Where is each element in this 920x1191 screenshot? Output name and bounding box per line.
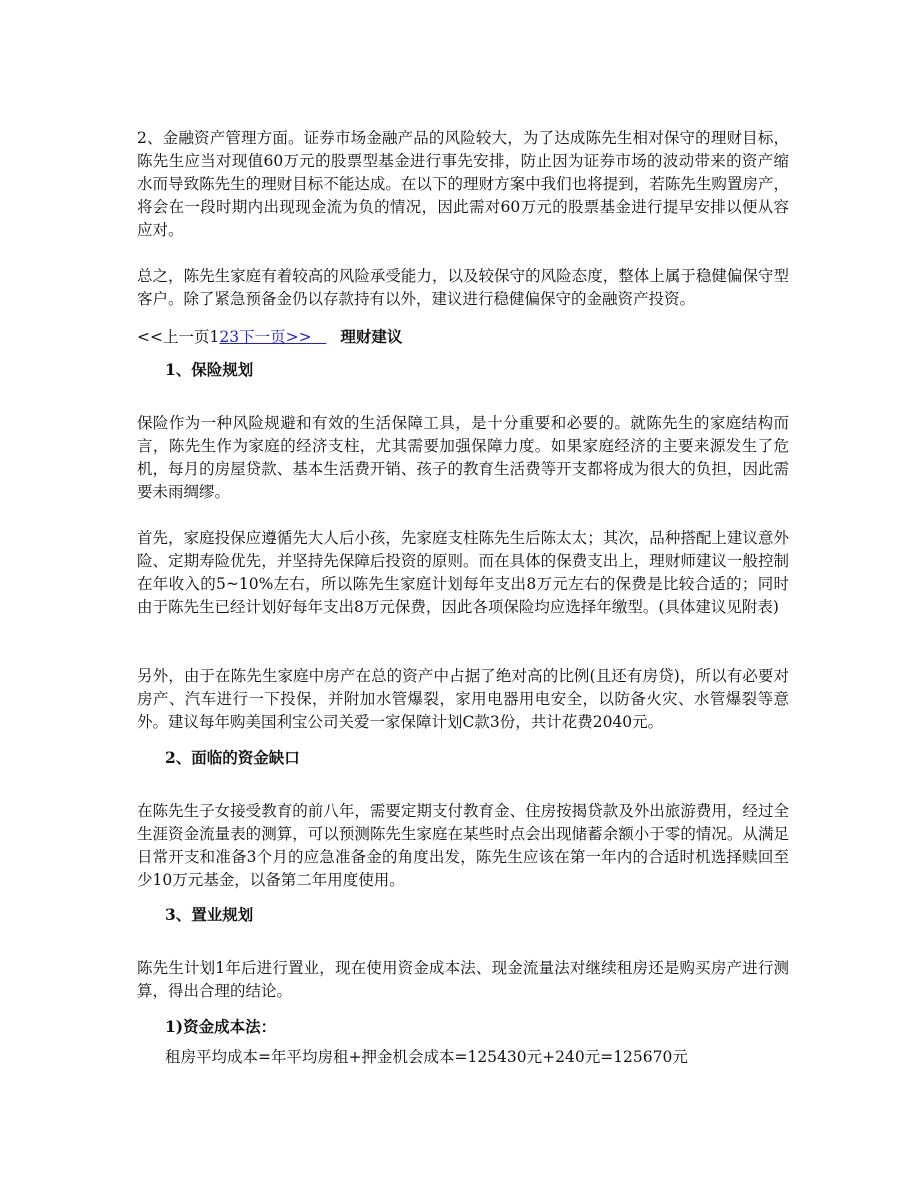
pagination-bar	[137, 325, 402, 349]
pager-page-2-link[interactable]: 2	[219, 328, 230, 346]
paragraph-funding-gap: 在陈先生子女接受教育的前八年，需要定期支付教育金、住房按揭贷款及外出旅游费用，经过全生涯资金流量表的测算，可以预测陈先生家庭在某些时点会出现储蓄余额小于零的情况。从满足日常开支和准备3个月的应急准备金的角度出发，陈先生应该在第一年内的合适时机选择赎回至少10万元基金，以备第二年用度使用。	[137, 802, 789, 889]
formula-rent-cost: 租房平均成本=年平均房租+押金机会成本=125430元+240元=125670元	[165, 1048, 688, 1066]
heading-insurance-planning: 1、保险规划	[165, 360, 254, 379]
heading-property-planning: 3、置业规划	[165, 905, 254, 924]
paragraph-insurance-principles: 首先，家庭投保应遵循先大人后小孩，先家庭支柱陈先生后陈太太；其次，品种搭配上建议意外险、定期寿险优先，并坚持先保障后投资的原则。而在具体的保费支出上，理财师建议一般控制在年收入的5~10%左右，所以陈先生家庭计划每年支出8万元左右的保费是比较合适的；同时由于陈先生已经计划好每年支出8万元保费，因此各项保险均应选择年缴型。(具体建议见附表)	[137, 529, 789, 616]
pager-prev: <<上一页	[137, 328, 210, 346]
subheading-capital-cost-method: 1)资金成本法：	[165, 1017, 277, 1036]
heading-funding-gap: 2、面临的资金缺口	[165, 748, 300, 767]
paragraph-summary: 总之，陈先生家庭有着较高的风险承受能力，以及较保守的风险态度，整体上属于稳健偏保守型客户。除了紧急预备金仍以存款持有以外，建议进行稳健偏保守的金融资产投资。	[137, 267, 789, 308]
paragraph-property-insurance: 另外，由于在陈先生家庭中房产在总的资产中占据了绝对高的比例(且还有房贷)，所以有必要对房产、汽车进行一下投保，并附加水管爆裂，家用电器用电安全，以防备火灾、水管爆裂等意外。建议每年购美国利宝公司关爱一家保障计划C款3份，共计花费2040元。	[137, 667, 789, 731]
paragraph-property-planning: 陈先生计划1年后进行置业，现在使用资金成本法、现金流量法对继续租房还是购买房产进行测算，得出合理的结论。	[137, 959, 789, 1000]
paragraph-financial-asset-management: 2、金融资产管理方面。证券市场金融产品的风险较大，为了达成陈先生相对保守的理财目标，陈先生应当对现值60万元的股票型基金进行事先安排，防止因为证券市场的波动带来的资产缩水而导致陈先生的理财目标不能达成。在以下的理财方案中我们也将提到，若陈先生购置房产，将会在一段时期内出现现金流为负的情况，因此需对60万元的股票基金进行提早安排以便从容应对。	[137, 129, 789, 239]
paragraph-insurance-intro: 保险作为一种风险规避和有效的生活保障工具，是十分重要和必要的。就陈先生的家庭结构而言，陈先生作为家庭的经济支柱，尤其需要加强保障力度。如果家庭经济的主要来源发生了危机，每月的房屋贷款、基本生活费开销、孩子的教育生活费等开支都将成为很大的负担，因此需要未雨绸缪。	[137, 414, 789, 501]
section-title: 理财建议	[340, 327, 403, 346]
pager-spacer-link[interactable]	[312, 328, 327, 346]
pager-next-link[interactable]: 下一页>>	[239, 328, 312, 346]
pager-page-1: 1	[209, 328, 220, 346]
pager-page-3-link[interactable]: 3	[229, 328, 240, 346]
